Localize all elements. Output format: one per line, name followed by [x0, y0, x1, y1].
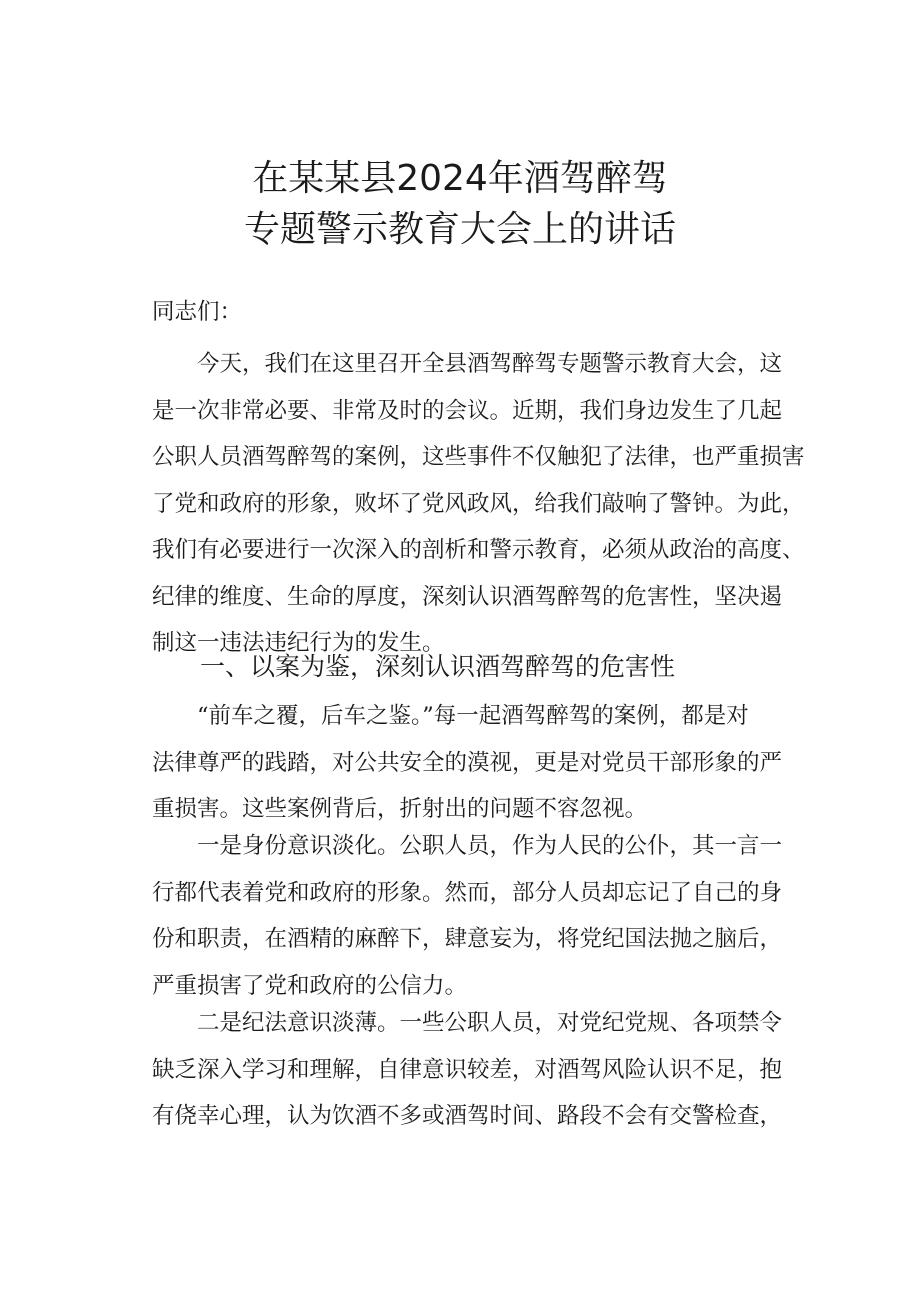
- paragraph-line: “前车之覆，后车之鉴。”每一起酒驾醉驾的案例，都是对: [197, 703, 749, 729]
- paragraph-intro: [152, 341, 807, 667]
- paragraph-line: 了党和政府的形象，败坏了党风政风，给我们敲响了警钟。为此，: [152, 490, 805, 517]
- paragraph-line: 行都代表着党和政府的形象。然而，部分人员却忘记了自己的身: [152, 879, 783, 906]
- paragraph-line: 缺乏深入学习和理解，自律意识较差，对酒驾风险认识不足，抱: [152, 1056, 783, 1083]
- paragraph-line: 有侥幸心理，认为饮酒不多或酒驾时间、路段不会有交警检查，: [152, 1103, 783, 1129]
- paragraph-line: 制这一违法违纪行为的发生。: [152, 630, 445, 656]
- paragraph-line: 严重损害了党和政府的公信力。: [152, 972, 468, 999]
- paragraph-line: 份和职责，在酒精的麻醉下，肆意妄为，将党纪国法抛之脑后，: [152, 926, 783, 952]
- section-heading: 一、以案为鉴，深刻认识酒驾醉驾的危害性: [200, 652, 676, 681]
- title-line-2: 专题警示教育大会上的讲话: [243, 209, 676, 250]
- paragraph-line: 重损害。这些案例背后，折射出的问题不容忽视。: [152, 796, 648, 822]
- paragraph-line: 法律尊严的践踏，对公共安全的漠视，更是对党员干部形象的严: [152, 749, 783, 776]
- document-title: [0, 155, 920, 257]
- paragraph-point-one: [152, 823, 807, 1009]
- paragraph-line: 公职人员酒驾醉驾的案例，这些事件不仅触犯了法律，也严重损害: [152, 444, 805, 470]
- paragraph-point-two: [152, 1000, 807, 1140]
- paragraph-line: 今天，我们在这里召开全县酒驾醉驾专题警示教育大会，这: [197, 351, 783, 377]
- salutation: 同志们：: [152, 299, 243, 325]
- paragraph-line: 纪律的维度、生命的厚度，深刻认识酒驾醉驾的危害性，坚决遏: [152, 583, 783, 610]
- paragraph-line: 我们有必要进行一次深入的剖析和警示教育，必须从政治的高度、: [152, 537, 805, 563]
- paragraph-line: 一是身份意识淡化。公职人员，作为人民的公仆，其一言一: [197, 833, 783, 859]
- title-line-1: 在某某县2024年酒驾醉驾: [252, 158, 668, 199]
- paragraph-line: 是一次非常必要、非常及时的会议。近期，我们身边发生了几起: [152, 397, 783, 424]
- paragraph-line: 二是纪法意识淡薄。一些公职人员，对党纪党规、各项禁令: [197, 1010, 783, 1036]
- paragraph-quote: [152, 693, 807, 833]
